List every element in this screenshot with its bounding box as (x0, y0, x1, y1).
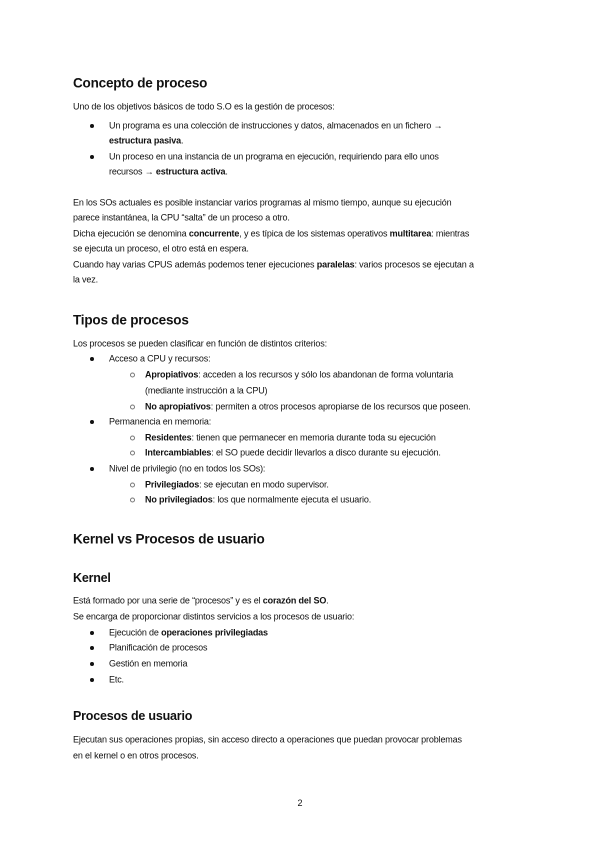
sub-bullet-icon (130, 498, 135, 503)
text-line (73, 736, 462, 745)
text-segment: Un proceso en una instancia de un programa en ejecución, requiriendo para ello unos (109, 151, 439, 162)
text-line (73, 103, 335, 112)
list-item (145, 403, 471, 412)
sub-bullet-icon (130, 373, 135, 378)
text-segment: Nivel de privilegio (no en todos los SOs): (109, 463, 266, 474)
text-line (73, 230, 469, 239)
list-item (145, 371, 453, 380)
text-segment: la vez. (73, 274, 98, 285)
text-segment: : tienen que permanecer en memoria durante toda su ejecución (191, 432, 436, 443)
page-number: 2 (297, 798, 303, 808)
bold-text: Intercambiables (145, 447, 212, 458)
text-segment: : acceden a los recursos y sólo los abandonan de forma voluntaria (198, 369, 454, 380)
text-segment: parece instantánea, la CPU “salta” de un proceso a otro. (73, 212, 290, 223)
text-segment: : los que normalmente ejecuta el usuario. (212, 494, 372, 505)
text-line (73, 613, 354, 622)
bold-text: multitarea (389, 228, 432, 239)
bold-text: No apropiativos (145, 401, 211, 412)
bullet-icon (90, 420, 94, 424)
subsection-heading (73, 710, 192, 723)
text-line (73, 261, 474, 270)
bullet-icon (90, 124, 94, 128)
text-segment: Procesos de usuario (73, 708, 193, 723)
text-segment: Ejecución de (109, 627, 162, 638)
sub-bullet-icon (130, 451, 135, 456)
text-segment: se ejecuta un proceso, el otro está en espera. (73, 243, 249, 254)
text-line (109, 168, 228, 177)
list-item (109, 676, 124, 685)
section-heading (73, 313, 189, 327)
bullet-icon (90, 678, 94, 682)
bold-text: operaciones privilegiadas (161, 627, 268, 638)
list-item (109, 355, 210, 364)
list-item (145, 481, 329, 490)
text-segment: Etc. (109, 674, 124, 685)
text-line (109, 137, 183, 146)
list-item (109, 644, 207, 653)
text-segment: : varios procesos se ejecutan a (354, 259, 474, 270)
section-heading (73, 76, 207, 90)
list-item (145, 496, 371, 505)
text-segment: Kernel vs Procesos de usuario (73, 531, 265, 547)
bullet-icon (90, 357, 94, 361)
text-segment: Los procesos se pueden clasificar en función de distintos criterios: (73, 338, 327, 349)
text-line (73, 245, 249, 254)
text-segment: Tipos de procesos (73, 312, 189, 328)
text-segment: Cuando hay varias CPUS además podemos tener ejecuciones (73, 259, 317, 270)
text-segment: Concepto de proceso (73, 75, 208, 91)
bold-text: concurrente (188, 228, 240, 239)
sub-bullet-icon (130, 436, 135, 441)
text-segment: . (326, 595, 329, 606)
text-segment: Dicha ejecución se denomina (73, 228, 189, 239)
bold-text: Privilegiados (145, 479, 200, 490)
text-segment: En los SOs actuales es posible instanciar varios programas al mismo tiempo, aunque su ejecución (73, 197, 452, 208)
bullet-icon (90, 631, 94, 635)
bullet-icon (90, 155, 94, 159)
text-segment: : permiten a otros procesos apropiarse de los recursos que poseen. (210, 401, 471, 412)
bullet-icon (90, 467, 94, 471)
bold-text: estructura activa (155, 166, 226, 177)
text-line (73, 214, 290, 223)
list-item (145, 449, 441, 458)
text-segment: Permanencia en memoria: (109, 416, 212, 427)
text-segment: : mientras (431, 228, 470, 239)
text-segment: recursos → (109, 166, 156, 177)
list-item (109, 122, 442, 131)
text-segment: Un programa es una colección de instrucciones y datos, almacenados en un fichero → (109, 120, 443, 131)
text-line (73, 199, 451, 208)
list-item (109, 153, 439, 162)
bullet-icon (90, 646, 94, 650)
text-segment: , y es típica de los sistemas operativos (239, 228, 390, 239)
text-segment: Planificación de procesos (109, 642, 208, 653)
text-segment: Ejecutan sus operaciones propias, sin acceso directo a operaciones que puedan provocar problemas (73, 734, 462, 745)
list-item (109, 418, 211, 427)
bold-text: paralelas (316, 259, 355, 270)
text-segment: (mediante instrucción a la CPU) (145, 385, 268, 396)
text-segment: : el SO puede decidir llevarlos a disco durante su ejecución. (211, 447, 441, 458)
text-segment: en el kernel o en otros procesos. (73, 750, 199, 761)
text-segment: . (225, 166, 228, 177)
text-line (73, 752, 199, 761)
text-line (73, 340, 327, 349)
text-segment: : se ejecutan en modo supervisor. (199, 479, 329, 490)
bullet-icon (90, 662, 94, 666)
section-heading (73, 532, 265, 546)
text-segment: Kernel (73, 570, 111, 585)
text-segment: Está formado por una serie de “procesos” y es el (73, 595, 263, 606)
bold-text: No privilegiados (145, 494, 213, 505)
list-item (109, 465, 265, 474)
text-segment: Acceso a CPU y recursos: (109, 353, 211, 364)
bold-text: estructura pasiva (109, 135, 181, 146)
text-line (145, 387, 267, 396)
bold-text: corazón del SO (262, 595, 327, 606)
list-item (145, 434, 436, 443)
text-line (73, 276, 98, 285)
text-segment: Se encarga de proporcionar distintos servicios a los procesos de usuario: (73, 611, 355, 622)
sub-bullet-icon (130, 405, 135, 410)
text-segment: . (181, 135, 184, 146)
subsection-heading (73, 572, 111, 585)
text-segment: Uno de los objetivos básicos de todo S.O es la gestión de procesos: (73, 101, 335, 112)
text-line (73, 597, 329, 606)
bold-text: Residentes (145, 432, 192, 443)
list-item (109, 629, 268, 638)
bold-text: Apropiativos (145, 369, 199, 380)
list-item (109, 660, 187, 669)
sub-bullet-icon (130, 483, 135, 488)
text-segment: Gestión en memoria (109, 658, 188, 669)
